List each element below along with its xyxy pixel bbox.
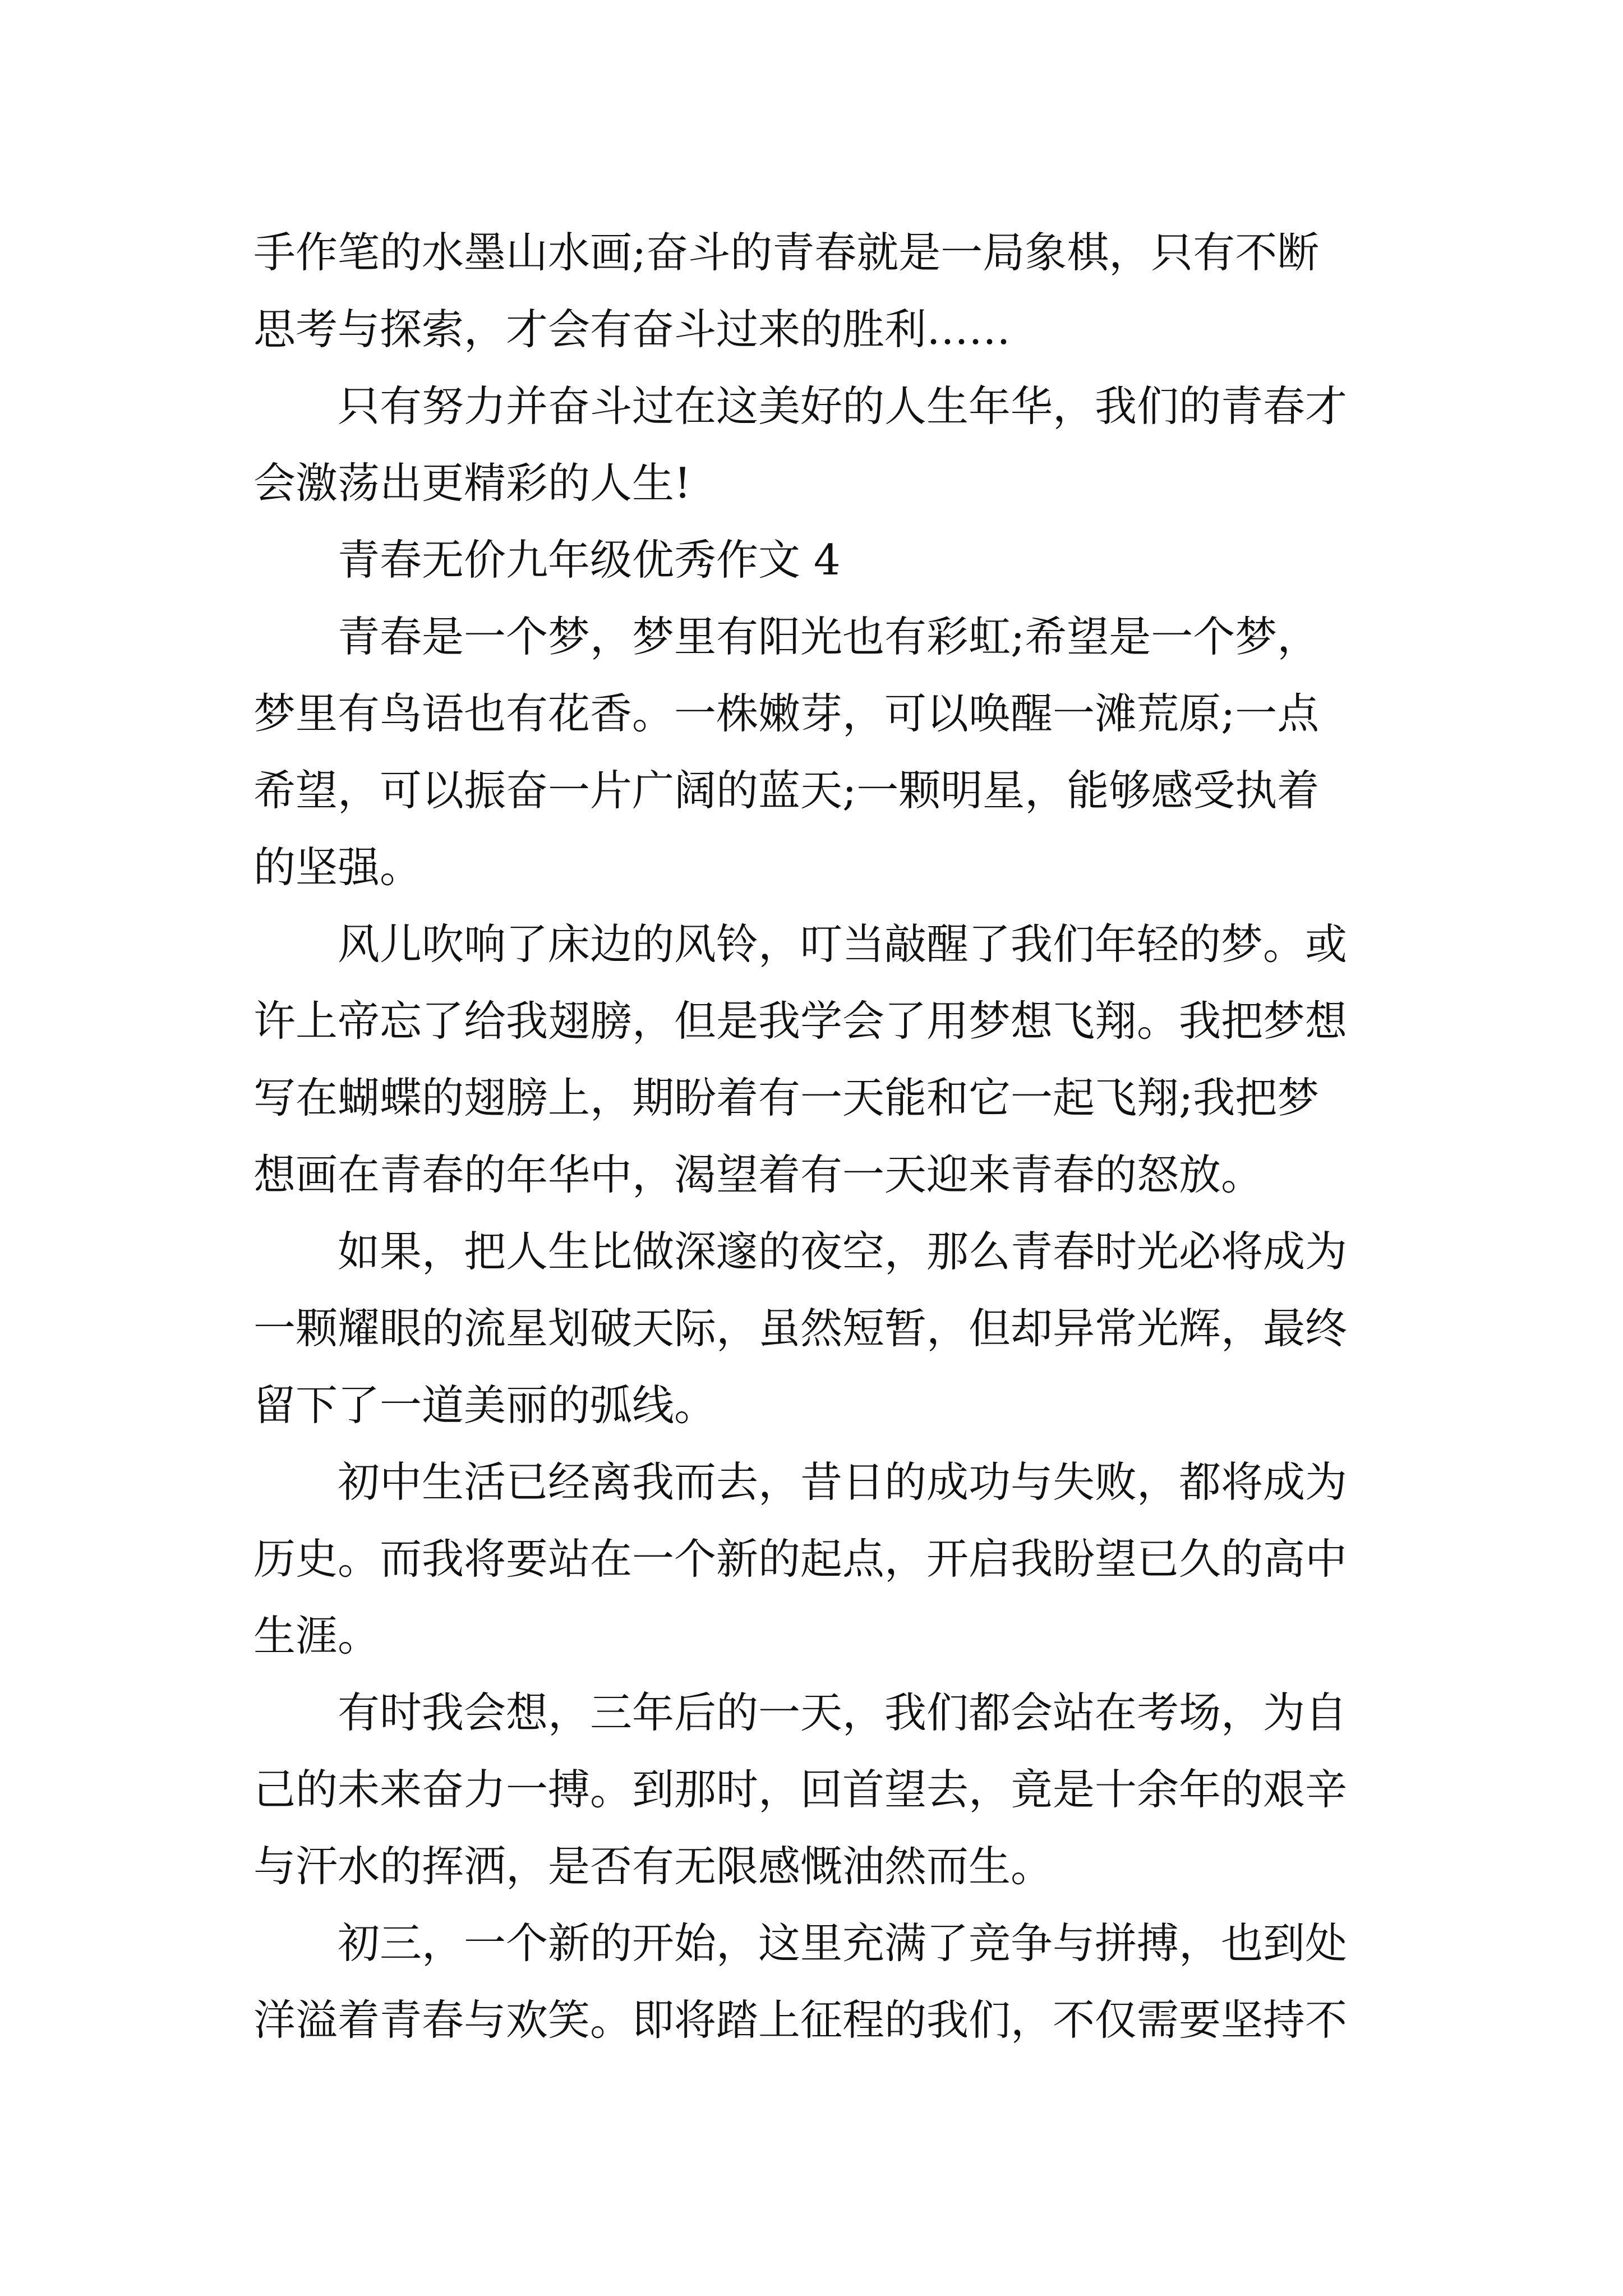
text-line: 历史。而我将要站在一个新的起点，开启我盼望已久的高中	[253, 1534, 1348, 1584]
text-line: 想画在青春的年华中，渴望着有一天迎来青春的怒放。	[253, 1150, 1264, 1199]
text-line: 许上帝忘了给我翅膀，但是我学会了用梦想飞翔。我把梦想	[253, 996, 1348, 1046]
text-line: 的坚强。	[253, 843, 422, 892]
text-line: 会激荡出更精彩的人生!	[253, 458, 691, 508]
text-line: 留下了一道美丽的弧线。	[253, 1381, 717, 1430]
text-line: 一颗耀眼的流星划破天际，虽然短暂，但却异常光辉，最终	[253, 1304, 1348, 1353]
text-line: 如果，把人生比做深邃的夜空，那么青春时光必将成为	[338, 1227, 1348, 1276]
text-line: 只有努力并奋斗过在这美好的人生年华，我们的青春才	[338, 381, 1348, 431]
text-line: 洋溢着青春与欢笑。即将踏上征程的我们，不仅需要坚持不	[253, 1995, 1348, 2045]
text-line: 生涯。	[253, 1611, 380, 1660]
essay-heading: 青春无价九年级优秀作文 4	[338, 535, 841, 585]
text-line: 青春是一个梦，梦里有阳光也有彩虹;希望是一个梦，	[338, 612, 1320, 661]
text-line: 初中生活已经离我而去，昔日的成功与失败，都将成为	[338, 1457, 1348, 1507]
text-line: 写在蝴蝶的翅膀上，期盼着有一天能和它一起飞翔;我把梦	[253, 1073, 1320, 1122]
text-line: 风儿吹响了床边的风铃，叮当敲醒了我们年轻的梦。或	[338, 919, 1348, 969]
document-body	[253, 214, 1386, 2059]
text-line: 己的未来奋力一搏。到那时，回首望去，竟是十余年的艰辛	[253, 1765, 1348, 1814]
text-line: 有时我会想，三年后的一天，我们都会站在考场，为自	[338, 1688, 1348, 1737]
text-line: 梦里有鸟语也有花香。一株嫩芽，可以唤醒一滩荒原;一点	[253, 689, 1320, 738]
text-line: 思考与探索，才会有奋斗过来的胜利……	[253, 305, 1011, 354]
text-line: 希望，可以振奋一片广阔的蓝天;一颗明星，能够感受执着	[253, 766, 1320, 815]
text-line: 与汗水的挥洒，是否有无限感慨油然而生。	[253, 1842, 1053, 1891]
text-line: 初三，一个新的开始，这里充满了竞争与拼搏，也到处	[338, 1918, 1348, 1968]
text-line: 手作笔的水墨山水画;奋斗的青春就是一局象棋，只有不断	[253, 228, 1320, 277]
